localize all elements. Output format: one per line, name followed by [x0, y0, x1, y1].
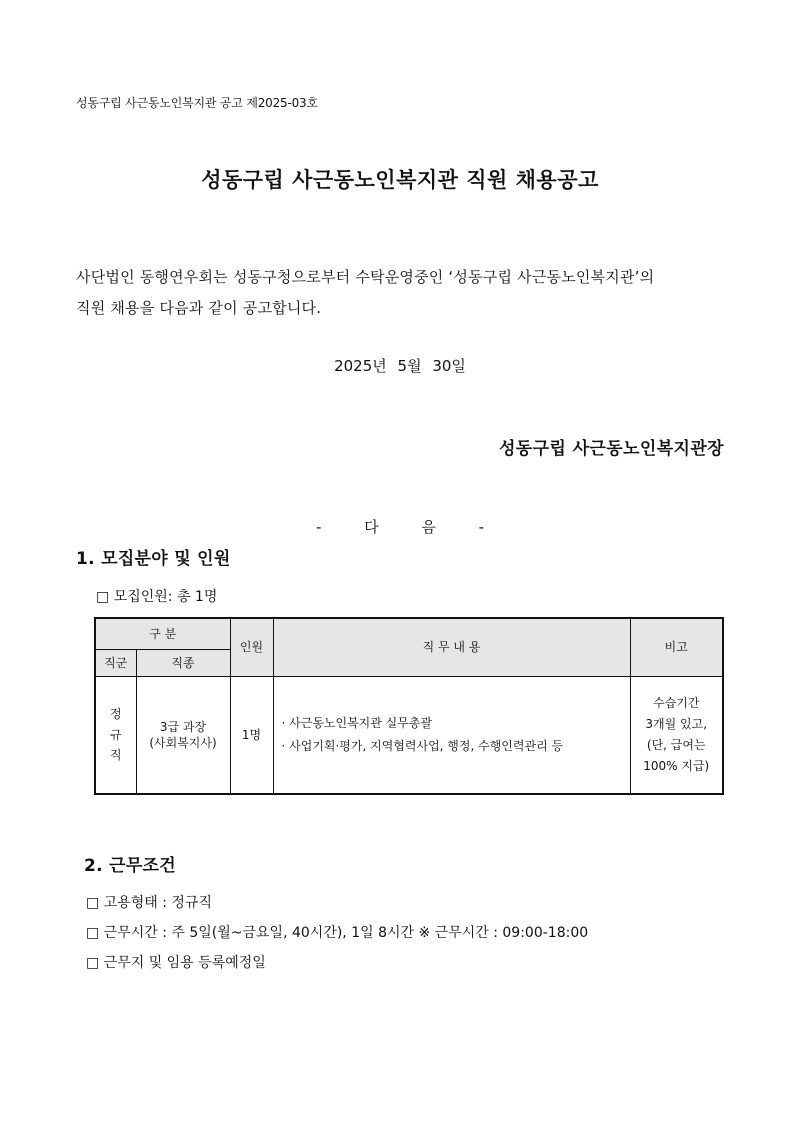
group-char: 규: [109, 727, 122, 742]
cell-type: [136, 677, 230, 795]
header-type: 직종: [136, 650, 230, 677]
remark-line: 수습기간: [653, 696, 700, 710]
cell-group: [95, 677, 136, 795]
cell-duties: [273, 677, 630, 795]
header-remarks: 비고: [630, 618, 723, 677]
next-heading: - 다 음 -: [315, 518, 485, 536]
header-group: 직군: [95, 650, 136, 677]
group-char: 직: [109, 748, 122, 763]
page-title: 성동구립 사근동노인복지관 직원 채용공고: [201, 168, 599, 192]
table-header-row: [95, 618, 723, 650]
type-line-2: (사회복지사): [149, 736, 217, 750]
condition-work-hours: □ 근무시간 : 주 5일(월~금요일, 40시간), 1일 8시간 ※ 근무시간 : 09:00-18:00: [86, 925, 589, 941]
header-count: 인원: [230, 618, 273, 677]
table-row: [95, 677, 723, 795]
duty-item: · 사근동노인복지관 실무총괄: [281, 716, 433, 731]
header-duties: 직 무 내 용: [273, 618, 630, 677]
section-2-heading: 2. 근무조건: [84, 856, 176, 876]
notice-date: 2025년 5월 30일: [334, 357, 466, 375]
remark-line: 100% 지급): [643, 759, 710, 773]
notice-number: 성동구립 사근동노인복지관 공고 제2025-03호: [76, 96, 318, 110]
signer: 성동구립 사근동노인복지관장: [498, 439, 724, 459]
type-line-1: 3급 과장: [159, 719, 207, 734]
header-category: 구 분: [95, 618, 230, 650]
intro-paragraph: [76, 262, 654, 324]
group-char: 정: [109, 707, 122, 722]
condition-workplace: □ 근무지 및 임용 등록예정일: [86, 955, 266, 971]
intro-line-1: 사단법인 동행연우회는 성동구청으로부터 수탁운영중인 ‘성동구립 사근동노인복지관’의: [76, 268, 655, 286]
remark-line: (단, 급여는: [646, 738, 706, 752]
recruit-count: □ 모집인원: 총 1명: [96, 589, 218, 605]
intro-line-2: 직원 채용을 다음과 같이 공고합니다.: [76, 299, 322, 317]
condition-employment-type: □ 고용형태 : 정규직: [86, 895, 212, 911]
cell-count: 1명: [230, 677, 273, 795]
duty-item: · 사업기획·평가, 지역협력사업, 행정, 수행인력관리 등: [281, 739, 564, 753]
cell-remarks: [630, 677, 723, 795]
section-1-heading: 1. 모집분야 및 인원: [76, 549, 231, 569]
remark-line: 3개월 있고,: [645, 717, 708, 731]
recruitment-table: [94, 617, 724, 795]
